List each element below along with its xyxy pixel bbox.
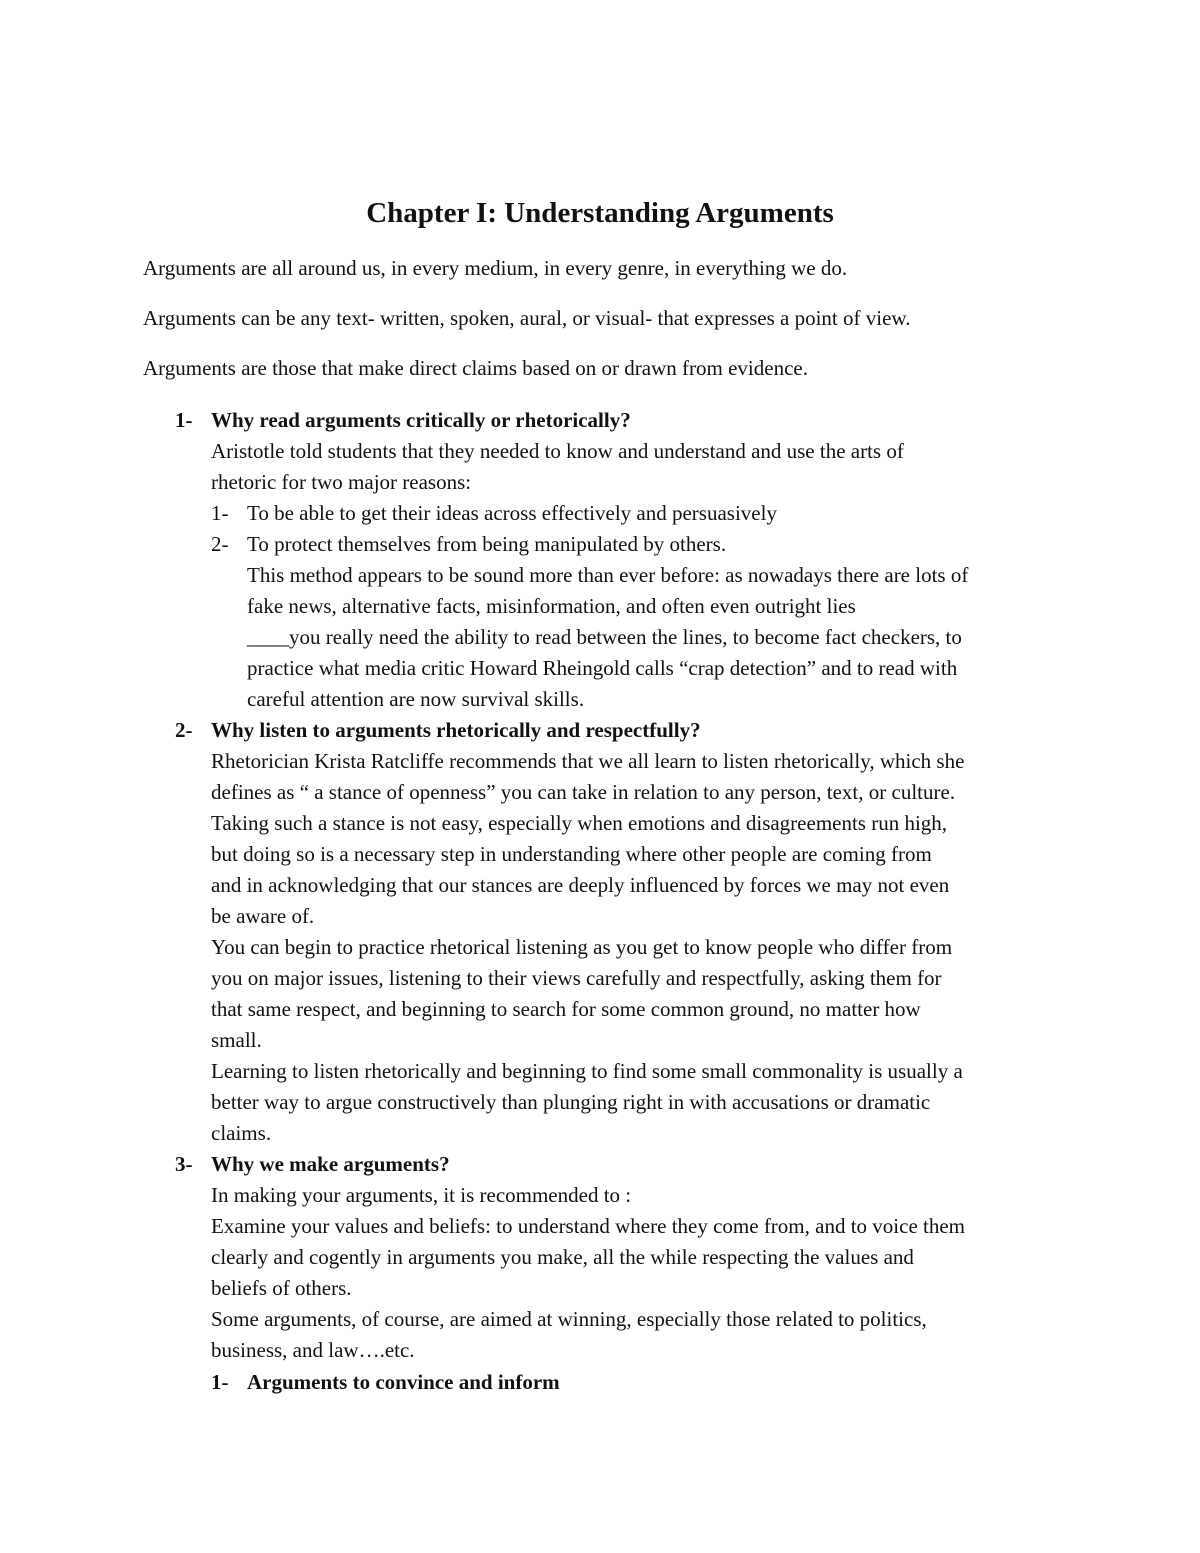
section-text-line: business, and law….etc.: [211, 1338, 415, 1362]
section-heading: Why listen to arguments rhetorically and respectfully?: [211, 718, 701, 742]
intro-paragraph: Arguments can be any text- written, spoken, aural, or visual- that expresses a point of view.: [143, 306, 911, 330]
section-text-line: better way to argue constructively than plunging right in with accusations or dramatic: [211, 1090, 931, 1114]
section-text-line: you on major issues, listening to their views carefully and respectfully, asking them for: [211, 966, 942, 990]
section-number: 2-: [175, 718, 193, 742]
section-text-line: rhetoric for two major reasons:: [211, 470, 472, 494]
section-text-line: claims.: [211, 1121, 272, 1145]
section-text-line: that same respect, and beginning to search for some common ground, no matter how: [211, 997, 921, 1021]
section-text-line: You can begin to practice rhetorical listening as you get to know people who differ from: [211, 935, 953, 959]
section-text-line: Rhetorician Krista Ratcliffe recommends that we all learn to listen rhetorically, which she: [211, 749, 965, 773]
section-text-line: Some arguments, of course, are aimed at winning, especially those related to politics,: [211, 1307, 927, 1331]
section-heading: Why read arguments critically or rhetorically?: [211, 408, 631, 432]
section-text-line: Learning to listen rhetorically and beginning to find some small commonality is usually a: [211, 1059, 963, 1083]
section-text-line: but doing so is a necessary step in understanding where other people are coming from: [211, 842, 932, 866]
subitem-text-line: practice what media critic Howard Rheingold calls “crap detection” and to read with: [247, 656, 958, 680]
section-text-line: clearly and cogently in arguments you make, all the while respecting the values and: [211, 1245, 914, 1269]
page-title: Chapter I: Understanding Arguments: [366, 197, 834, 229]
section-text-line: Taking such a stance is not easy, especially when emotions and disagreements run high,: [211, 811, 948, 835]
section-heading: Why we make arguments?: [211, 1152, 450, 1176]
subitem-number: 2-: [211, 532, 229, 556]
subitem-text-line: This method appears to be sound more than ever before: as nowadays there are lots of: [247, 563, 969, 587]
section-number: 1-: [175, 408, 193, 432]
intro-paragraph: Arguments are those that make direct claims based on or drawn from evidence.: [143, 356, 808, 380]
section-text-line: Examine your values and beliefs: to understand where they come from, and to voice them: [211, 1214, 966, 1238]
subheading-number: 1-: [211, 1370, 229, 1394]
section-number: 3-: [175, 1152, 193, 1176]
subheading: Arguments to convince and inform: [247, 1370, 560, 1394]
subitem-number: 1-: [211, 501, 229, 525]
section-text-line: In making your arguments, it is recommended to :: [211, 1183, 632, 1207]
subitem-text-line: ____you really need the ability to read between the lines, to become fact checkers, to: [247, 625, 962, 649]
section-text-line: Aristotle told students that they needed to know and understand and use the arts of: [211, 439, 904, 463]
section-text-line: defines as “ a stance of openness” you can take in relation to any person, text, or culture.: [211, 780, 956, 804]
section-text-line: small.: [211, 1028, 262, 1052]
intro-paragraph: Arguments are all around us, in every medium, in every genre, in everything we do.: [143, 256, 848, 280]
subitem-text-line: fake news, alternative facts, misinformation, and often even outright lies: [247, 594, 856, 618]
section-text-line: and in acknowledging that our stances are deeply influenced by forces we may not even: [211, 873, 950, 897]
section-text-line: beliefs of others.: [211, 1276, 352, 1300]
subitem-text: To be able to get their ideas across effectively and persuasively: [247, 501, 777, 525]
subitem-text: To protect themselves from being manipulated by others.: [247, 532, 727, 556]
subitem-text-line: careful attention are now survival skills.: [247, 687, 585, 711]
section-text-line: be aware of.: [211, 904, 315, 928]
